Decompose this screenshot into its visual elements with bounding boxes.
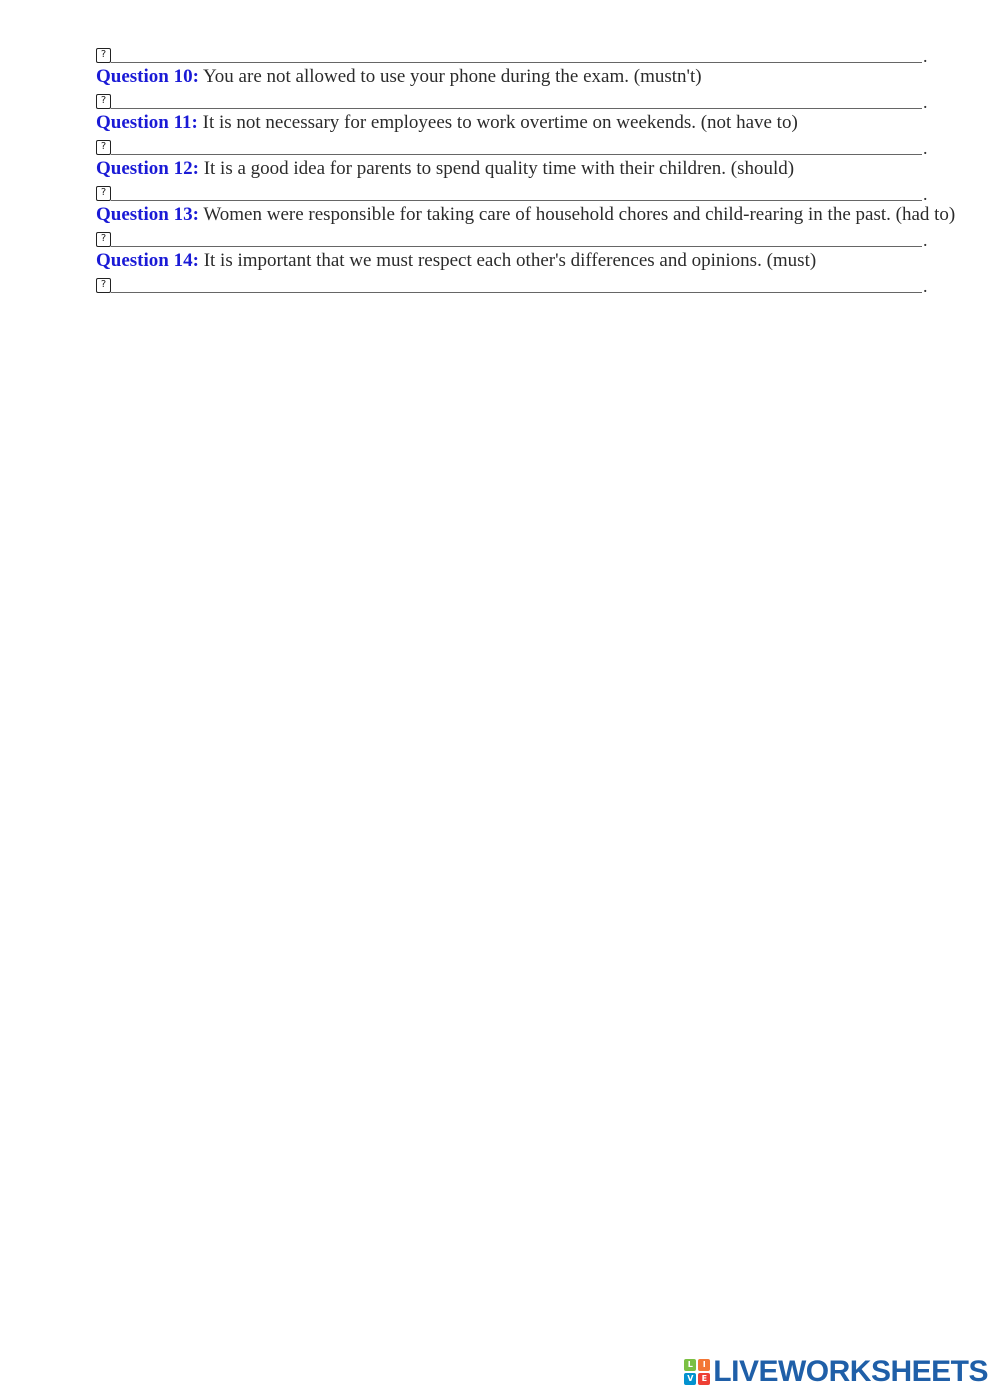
question-10 [96,65,956,88]
answer-row-q13 [96,226,956,249]
answer-period: . [923,230,928,250]
question-11 [96,111,956,134]
answer-input-q10[interactable] [111,88,922,109]
logo-tile: I [698,1359,710,1371]
logo-tile: E [698,1373,710,1385]
answer-row-q9 [96,42,956,65]
answer-period: . [923,184,928,204]
answer-input-q13[interactable] [111,226,922,247]
missing-glyph-icon: ? [96,48,111,63]
logo-tile: L [684,1359,696,1371]
question-label: Question 14: [96,250,199,271]
answer-period: . [923,46,928,66]
missing-glyph-icon: ? [96,186,111,201]
answer-period: . [923,138,928,158]
answer-row-q11 [96,134,956,157]
question-text: It is important that we must respect each other's differences and opinions. (must) [203,250,817,271]
missing-glyph-icon: ? [96,278,111,293]
missing-glyph-icon: ? [96,94,111,109]
answer-input-q12[interactable] [111,180,922,201]
question-text: It is not necessary for employees to work overtime on weekends. (not have to) [202,112,798,133]
logo-tile: V [684,1373,696,1385]
answer-input-q14[interactable] [111,272,922,293]
worksheet [96,42,956,295]
missing-glyph-icon: ? [96,140,111,155]
answer-input-q11[interactable] [111,134,922,155]
question-12 [96,157,956,180]
answer-period: . [923,92,928,112]
missing-glyph-icon: ? [96,232,111,247]
answer-period: . [923,276,928,296]
question-14 [96,249,956,272]
liveworksheets-brand[interactable] [684,1354,988,1390]
liveworksheets-logo-icon [684,1359,710,1385]
question-text: Women were responsible for taking care of household chores and child-rearing in the past. (had to) [203,204,956,225]
answer-row-q14 [96,272,956,295]
question-label: Question 11: [96,112,198,133]
answer-row-q12 [96,180,956,203]
question-text: It is a good idea for parents to spend quality time with their children. (should) [203,158,795,179]
question-text: You are not allowed to use your phone during the exam. (mustn't) [202,66,702,87]
brand-wordmark: LIVEWORKSHEETS [713,1355,988,1388]
question-label: Question 13: [96,204,199,225]
answer-row-q10 [96,88,956,111]
question-label: Question 10: [96,66,199,87]
question-label: Question 12: [96,158,199,179]
answer-input-q9[interactable] [111,42,922,63]
question-13 [96,203,956,226]
